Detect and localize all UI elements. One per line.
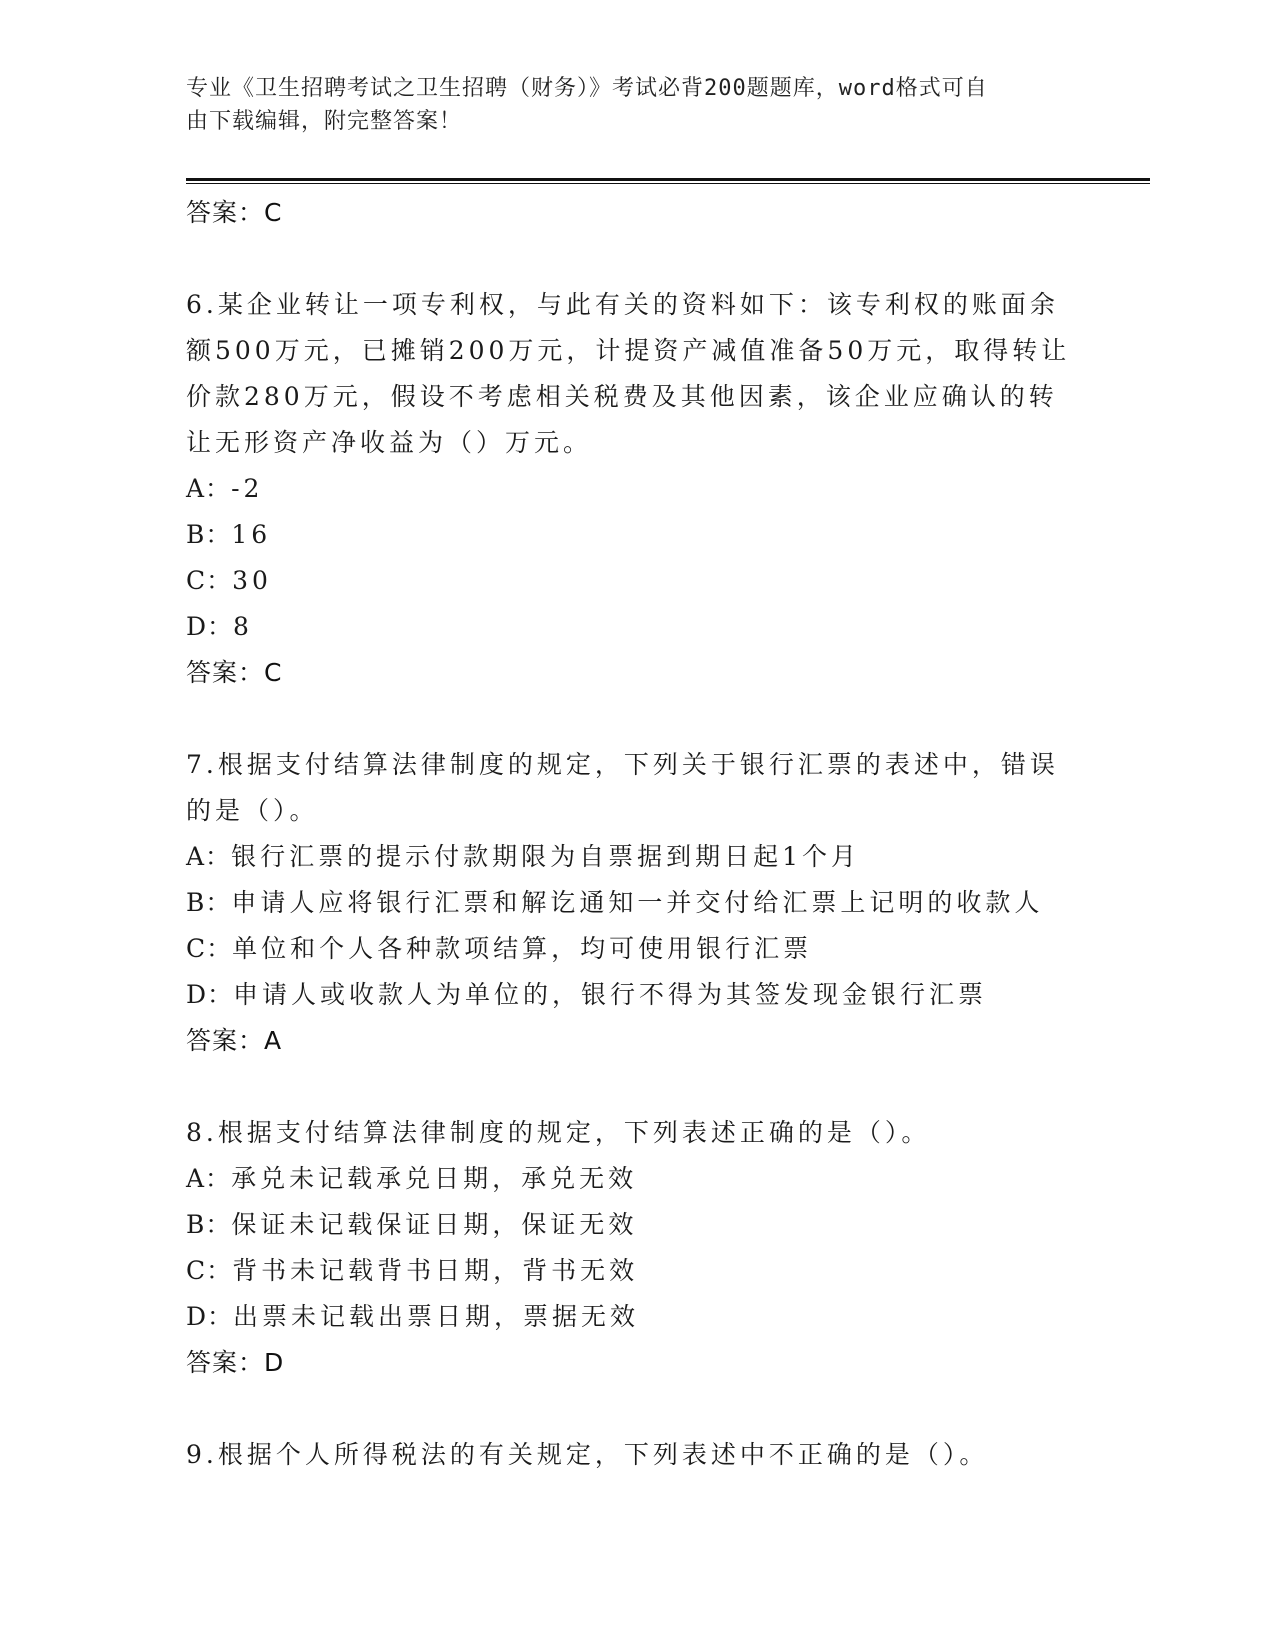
option-text: -2 [231,474,264,503]
option-text: 16 [231,520,272,549]
option-d [186,604,1086,650]
header-line-1: 专业《卫生招聘考试之卫生招聘（财务）》考试必背200题题库，word格式可自 [186,76,988,101]
answer-line: 答案：C [186,658,283,687]
spacer [186,696,1086,742]
option-letter: D： [186,980,234,1009]
stem-line: 额500万元，已摊销200万元，计提资产减值准备50万元，取得转让 [186,336,1071,365]
question-6 [186,282,1086,696]
option-c [186,926,1086,972]
option-letter: D： [186,1302,234,1331]
stem-line: 9.根据个人所得税法的有关规定，下列表述中不正确的是（）。 [186,1440,989,1469]
header-rule-thick [186,178,1150,181]
answer-line: 答案：A [186,1026,283,1055]
question-stem [186,1432,1086,1478]
option-text: 保证未记载保证日期，保证无效 [231,1210,638,1239]
option-b [186,880,1086,926]
question-stem [186,742,1086,834]
option-b [186,1202,1086,1248]
stem-line: 让无形资产净收益为（）万元。 [186,428,593,457]
stem-line: 8.根据支付结算法律制度的规定，下列表述正确的是（）。 [186,1118,931,1147]
option-letter: B： [186,888,232,917]
option-d [186,972,1086,1018]
stem-line: 6.某企业转让一项专利权，与此有关的资料如下：该专利权的账面余 [186,290,1059,319]
option-a [186,466,1086,512]
option-b [186,512,1086,558]
option-letter: C： [186,566,233,595]
answer-line: 答案：D [186,1348,285,1377]
spacer [186,236,1086,282]
header-rule-thin [186,183,1150,184]
option-a [186,1156,1086,1202]
option-a [186,834,1086,880]
option-text: 8 [233,612,253,641]
previous-answer: 答案：C [186,198,283,227]
option-c [186,1248,1086,1294]
stem-line: 价款280万元，假设不考虑相关税费及其他因素，该企业应确认的转 [186,382,1058,411]
option-c [186,558,1086,604]
option-text: 背书未记载背书日期，背书无效 [232,1256,639,1285]
question-stem [186,1110,1086,1156]
option-letter: C： [186,1256,233,1285]
option-text: 出票未记载出票日期，票据无效 [233,1302,640,1331]
option-letter: A： [186,1164,232,1193]
question-stem [186,282,1086,466]
question-7 [186,742,1086,1064]
stem-line: 的是（）。 [186,796,319,825]
option-letter: C： [186,934,233,963]
option-text: 承兑未记载承兑日期，承兑无效 [231,1164,638,1193]
stem-line: 7.根据支付结算法律制度的规定，下列关于银行汇票的表述中，错误 [186,750,1059,779]
spacer [186,1386,1086,1432]
question-8 [186,1110,1086,1386]
option-text: 30 [232,566,272,595]
option-text: 申请人应将银行汇票和解讫通知一并交付给汇票上记明的收款人 [231,888,1044,917]
option-letter: D： [186,612,234,641]
question-list [186,190,1086,1478]
spacer [186,1064,1086,1110]
option-letter: B： [186,520,232,549]
option-text: 银行汇票的提示付款期限为自票据到期日起1个月 [231,842,860,871]
header-line-2: 由下载编辑，附完整答案！ [186,109,463,134]
option-letter: A： [186,842,232,871]
option-letter: B： [186,1210,232,1239]
option-text: 申请人或收款人为单位的，银行不得为其签发现金银行汇票 [233,980,988,1009]
document-header [186,72,1066,138]
question-9 [186,1432,1086,1478]
option-text: 单位和个人各种款项结算，均可使用银行汇票 [232,934,813,963]
option-letter: A： [186,474,232,503]
option-d [186,1294,1086,1340]
